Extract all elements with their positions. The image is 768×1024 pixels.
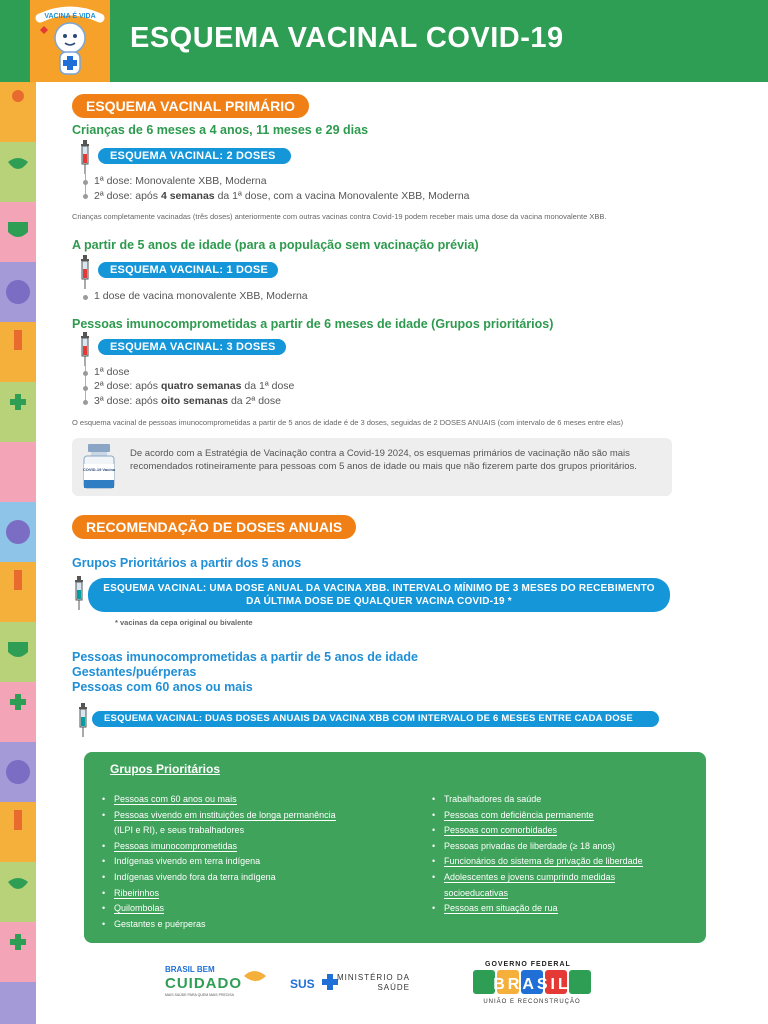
svg-text:BRASIL: BRASIL bbox=[493, 976, 571, 993]
priority-item: • Pessoas com 60 anos ou mais bbox=[102, 792, 336, 808]
dose-item-single: 1 dose de vacina monovalente XBB, Moderna bbox=[94, 290, 308, 302]
bullet-dot bbox=[83, 194, 88, 199]
dose-item-2: 2ª dose: após quatro semanas da 1ª dose bbox=[94, 380, 295, 392]
ministerio-saude-logo bbox=[337, 973, 410, 992]
decorative-side-strip bbox=[0, 82, 36, 1024]
section-annual-title: RECOMENDAÇÃO DE DOSES ANUAIS bbox=[72, 515, 356, 539]
dose-pill-1-dose: ESQUEMA VACINAL: 1 DOSE bbox=[98, 262, 278, 278]
syringe-icon bbox=[79, 255, 91, 289]
priority-groups-title: Grupos Prioritários bbox=[110, 762, 221, 776]
dose-item-2: 2ª dose: após 4 semanas da 1ª dose, com a vacina Monovalente XBB, Moderna bbox=[94, 190, 470, 202]
priority-list-right bbox=[432, 792, 643, 917]
svg-text:SUS: SUS bbox=[290, 977, 315, 991]
priority-item: • Indígenas vivendo em terra indígena bbox=[102, 854, 336, 870]
priority-groups-box bbox=[84, 752, 706, 943]
svg-text:GOVERNO FEDERAL: GOVERNO FEDERAL bbox=[485, 961, 571, 968]
group2-title: A partir de 5 anos de idade (para a população sem vacinação prévia) bbox=[72, 238, 479, 252]
group3-title: Pessoas imunocomprometidas a partir de 6 meses de idade (Grupos prioritários) bbox=[72, 317, 554, 331]
priority-item: • Pessoas privadas de liberdade (≥ 18 anos) bbox=[432, 839, 643, 855]
group1-note: Crianças completamente vacinadas (três doses) anteriormente com outras vacinas contra Covid-19 podem receber mais uma dose da vacina monovalente XBB. bbox=[72, 212, 607, 221]
brasil-bem-cuidado-logo bbox=[165, 965, 266, 997]
priority-item: • Quilombolas bbox=[102, 901, 336, 917]
dose-item-3: 3ª dose: após oito semanas da 2ª dose bbox=[94, 395, 281, 407]
svg-text:BRASIL BEM: BRASIL BEM bbox=[165, 965, 215, 974]
svg-text:SAÚDE: SAÚDE bbox=[377, 983, 410, 992]
syringe-icon bbox=[79, 140, 91, 174]
group3-note: O esquema vacinal de pessoas imunocomprometidas a partir de 5 anos de idade é de 3 doses, seguidas de 2 DOSES ANUAIS (com intervalo de 6 meses entre elas) bbox=[72, 418, 624, 427]
svg-text:MAIS SAÚDE PARA QUEM MAIS PREC: MAIS SAÚDE PARA QUEM MAIS PRECISA bbox=[165, 993, 234, 997]
priority-item: • Indígenas vivendo fora da terra indígena bbox=[102, 870, 336, 886]
mascot-logo bbox=[30, 0, 110, 82]
section-primary-title: ESQUEMA VACINAL PRIMÁRIO bbox=[72, 94, 309, 118]
bullet-dot bbox=[83, 295, 88, 300]
dose-pill-annual-single: ESQUEMA VACINAL: UMA DOSE ANUAL DA VACINA XBB. INTERVALO MÍNIMO DE 3 MESES DO RECEBIMENTO DA ÚLTIMA DOSE DE QUALQUER VACINA COVID-19 * bbox=[88, 578, 670, 612]
svg-text:MINISTÉRIO DA: MINISTÉRIO DA bbox=[336, 973, 410, 982]
priority-item: • Funcionários do sistema de privação de liberdade bbox=[432, 854, 643, 870]
priority-item: • Pessoas em situação de rua bbox=[432, 901, 643, 917]
mascot-badge-text: VACINA É VIDA bbox=[44, 13, 96, 20]
priority-item: • Pessoas vivendo em instituições de longa permanência bbox=[102, 808, 336, 824]
priority-item: • Gestantes e puérperas bbox=[102, 917, 336, 933]
priority-item: • Adolescentes e jovens cumprindo medidas bbox=[432, 870, 643, 886]
annual-group2-title-3: Pessoas com 60 anos ou mais bbox=[72, 680, 253, 694]
annual-group2-title-2: Gestantes/puérperas bbox=[72, 665, 197, 679]
footer-logos-graphic bbox=[160, 958, 610, 1008]
priority-item: • Pessoas com comorbidades bbox=[432, 823, 643, 839]
page-title: ESQUEMA VACINAL COVID-19 bbox=[130, 22, 564, 54]
annual-footnote: * vacinas da cepa original ou bivalente bbox=[115, 618, 253, 627]
dose-pill-3-doses: ESQUEMA VACINAL: 3 DOSES bbox=[98, 339, 286, 355]
sus-logo bbox=[290, 974, 338, 991]
annual-group1-title: Grupos Prioritários a partir dos 5 anos bbox=[72, 556, 302, 570]
priority-item-continuation: socioeducativas bbox=[444, 887, 509, 898]
bullet-dot bbox=[83, 386, 88, 391]
group1-title: Crianças de 6 meses a 4 anos, 11 meses e 29 dias bbox=[72, 123, 369, 137]
bullet-dot bbox=[83, 180, 88, 185]
svg-text:UNIÃO E RECONSTRUÇÃO: UNIÃO E RECONSTRUÇÃO bbox=[483, 999, 581, 1005]
mascot-illustration bbox=[30, 0, 110, 82]
svg-text:CUIDADO: CUIDADO bbox=[165, 975, 242, 992]
syringe-icon bbox=[73, 573, 85, 613]
dose-pill-2-doses: ESQUEMA VACINAL: 2 DOSES bbox=[98, 148, 291, 164]
syringe-icon bbox=[79, 332, 91, 366]
dose-item-1: 1ª dose: Monovalente XBB, Moderna bbox=[94, 175, 267, 187]
governo-federal-logo bbox=[473, 961, 591, 1005]
priority-item: • Ribeirinhos bbox=[102, 886, 336, 902]
bullet-dot bbox=[83, 400, 88, 405]
priority-item: • Trabalhadores da saúde bbox=[432, 792, 643, 808]
annual-group2-title-1: Pessoas imunocomprometidas a partir de 5 anos de idade bbox=[72, 650, 418, 664]
header-banner bbox=[0, 0, 768, 82]
syringe-icon bbox=[77, 700, 89, 740]
vaccine-vial-icon bbox=[82, 444, 116, 490]
dose-pill-annual-double: ESQUEMA VACINAL: DUAS DOSES ANUAIS DA VACINA XBB COM INTERVALO DE 6 MESES ENTRE CADA DOSE bbox=[92, 711, 659, 727]
footer-logos bbox=[160, 958, 610, 1008]
info-text: De acordo com a Estratégia de Vacinação contra a Covid-19 2024, os esquemas primários de vacinação não são mais recomendados rotineiramente para pessoas com 5 anos de idade ou mais que não fizerem parte dos grupos prioritários. bbox=[130, 448, 637, 472]
info-box bbox=[72, 438, 672, 496]
priority-item: • Pessoas imunocomprometidas bbox=[102, 839, 336, 855]
priority-item-continuation: (ILPI e RI), e seus trabalhadores bbox=[114, 825, 245, 836]
dose-item-1: 1ª dose bbox=[94, 366, 130, 378]
svg-text:COVID-19 Vacina: COVID-19 Vacina bbox=[82, 467, 116, 472]
priority-item: • Pessoas com deficiência permanente bbox=[432, 808, 643, 824]
decorative-pattern bbox=[0, 82, 36, 1024]
bullet-dot bbox=[83, 371, 88, 376]
priority-list-left bbox=[102, 792, 336, 932]
